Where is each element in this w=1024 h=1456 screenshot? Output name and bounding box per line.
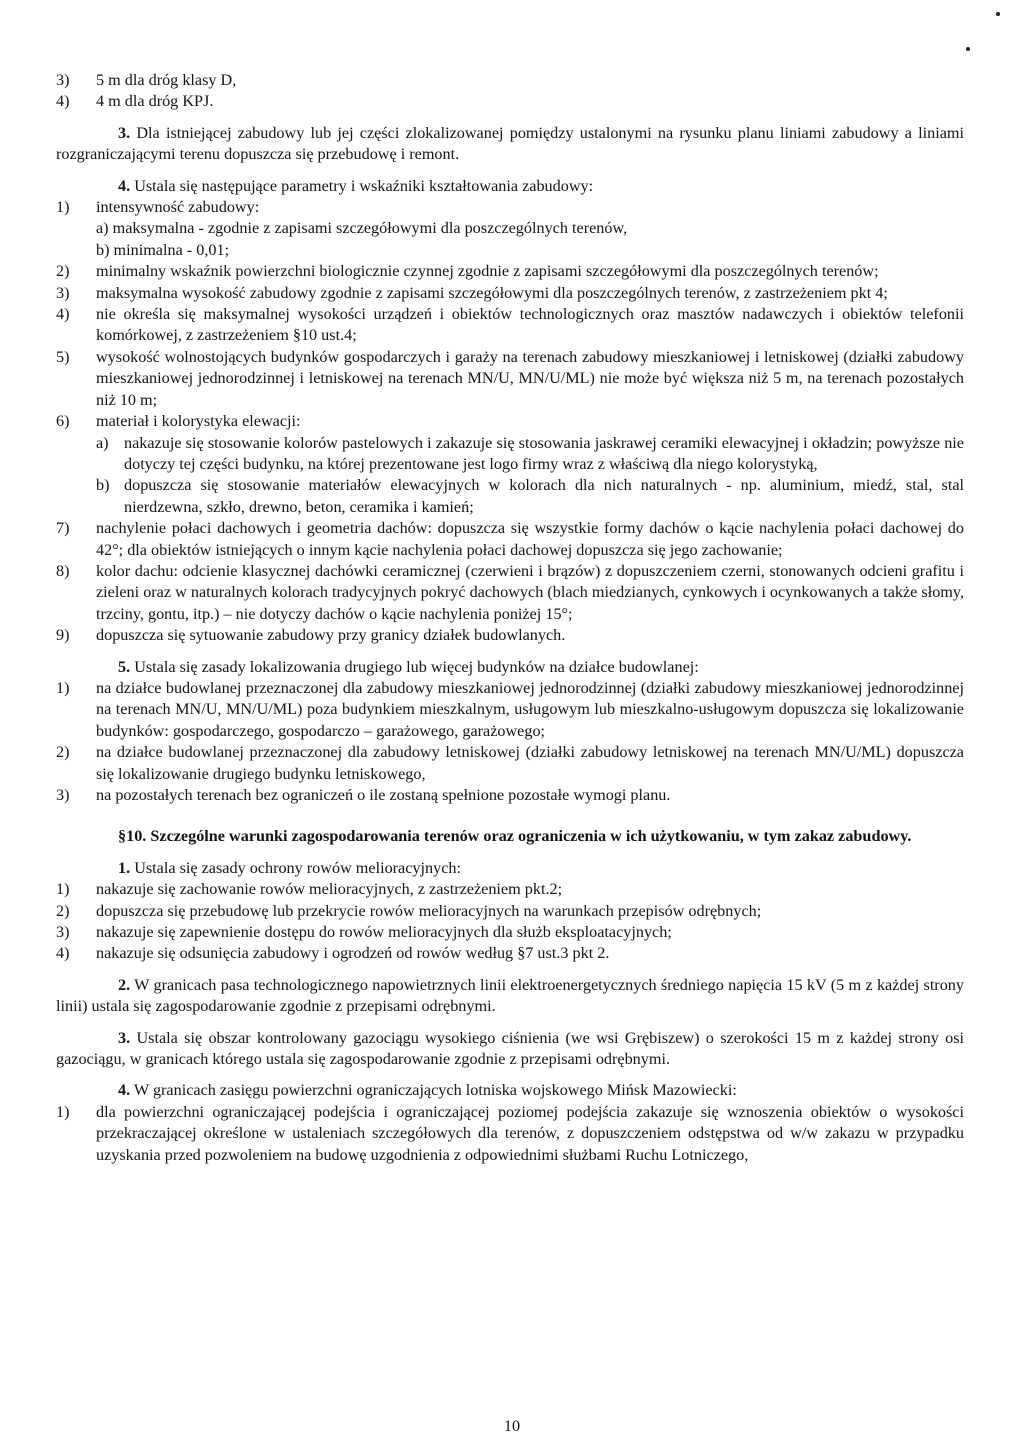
list-item: 1) intensywność zabudowy: [56, 198, 260, 217]
paragraph-5: 5. Ustala się zasady lokalizowania drugiego lub więcej budynków na działce budowlanej: [118, 657, 699, 676]
list-item: 7) nachylenie połaci dachowych i geometria dachów: dopuszcza się wszystkie formy dachów o kącie nachylenia połaci dachowej do 42°; dla obiektów istniejących o innym kącie nachylenia połaci dachowej dopuszcza się jego zachowanie; [56, 519, 964, 559]
sub-item: a) maksymalna - zgodnie z zapisami szczegółowymi dla poszczególnych terenów, [96, 219, 628, 238]
list-item: 4) nie określa się maksymalnej wysokości urządzeń i obiektów technologicznych oraz masztów nadawczych i obiektów telefonii komórkowej, z zastrzeżeniem §10 ust.4; [56, 305, 964, 345]
paragraph-10-1: 1. Ustala się zasady ochrony rowów melioracyjnych: [118, 858, 461, 877]
list-item: 9) dopuszcza się sytuowanie zabudowy przy granicy działek budowlanych. [56, 626, 566, 645]
paragraph-4: 4. Ustala się następujące parametry i wskaźniki kształtowania zabudowy: [118, 176, 594, 195]
sub-item: b) dopuszcza się stosowanie materiałów elewacyjnych w kolorach dla nich naturalnych - np. aluminium, miedź, stal, stal nierdzewna, szkło, drewno, beton, ceramika i kamień; [96, 476, 964, 516]
list-item: 2) dopuszcza się przebudowę lub przekrycie rowów melioracyjnych na warunkach przepisów odrębnych; [56, 901, 762, 920]
scan-speck [966, 47, 970, 51]
list-item: 4) nakazuje się odsunięcia zabudowy i ogrodzeń od rowów według §7 ust.3 pkt 2. [56, 944, 610, 963]
list-item: 3) maksymalna wysokość zabudowy zgodnie z zapisami szczegółowymi dla poszczególnych terenów, z zastrzeżeniem pkt 4; [56, 283, 888, 302]
list-item: 4) 4 m dla dróg KPJ. [56, 92, 214, 111]
list-item: 1) dla powierzchni ograniczającej podejścia i ograniczającej poziomej podejścia zakazuje się wznoszenia obiektów o wysokości przekraczającej określone w ustaleniach szczegółowych dla terenów, z dopuszczeniem odstępstwa od w/w zakazu w przypadku uzyskania przed pozwoleniem na budowę uzgodnienia z odpowiednimi służbami Ruchu Lotniczego, [56, 1102, 964, 1164]
list-item: 2) na działce budowlanej przeznaczonej dla zabudowy letniskowej (działki zabudowy letniskowej na terenach MN/U/ML) dopuszcza się lokalizowanie drugiego budynku letniskowego, [56, 743, 964, 783]
paragraph-10-2: 2. W granicach pasa technologicznego napowietrznych linii elektroenergetycznych średniego napięcia 15 kV (5 m z każdej strony linii) ustala się zagospodarowanie zgodnie z przepisami odrębnymi. [56, 975, 964, 1016]
list-item: 5) wysokość wolnostojących budynków gospodarczych i garaży na terenach zabudowy mieszkaniowej i letniskowej (działki zabudowy mieszkaniowej jednorodzinnej i letniskowej na terenach MN/U, MN/U/ML) nie może być większa niż 5 m, na terenach pozostałych niż 10 m; [56, 347, 964, 409]
list-item: 8) kolor dachu: odcienie klasycznej dachówki ceramicznej (czerwieni i brązów) z dopuszczeniem czerni, stonowanych odcieni grafitu i zieleni oraz w naturalnych kolorach tradycyjnych pokryć dachowych (blach miedzianych, cynkowych i ocynkowanych a także słomy, trzciny, gontu, itp.) – nie dotyczy dachów o kącie nachylenia poniżej 15°; [56, 561, 964, 623]
list-item: 2) minimalny wskaźnik powierzchni biologicznie czynnej zgodnie z zapisami szczegółowymi dla poszczególnych terenów; [56, 262, 879, 281]
paragraph-10-4: 4. W granicach zasięgu powierzchni ograniczających lotniska wojskowego Mińsk Mazowiecki: [118, 1081, 737, 1100]
section-heading: §10. Szczególne warunki zagospodarowania terenów oraz ograniczenia w ich użytkowaniu, w tym zakaz zabudowy. [118, 827, 912, 846]
paragraph-3: 3. Dla istniejącej zabudowy lub jej części zlokalizowanej pomiędzy ustalonymi na rysunku planu liniami zabudowy a liniami rozgraniczającymi terenu dopuszcza się przebudowę i remont. [56, 123, 965, 164]
list-item: 1) na działce budowlanej przeznaczonej dla zabudowy mieszkaniowej jednorodzinnej (działki zabudowy mieszkaniowej jednorodzinnej na terenach MN/U, MN/U/ML) poza budynkiem mieszkalnym, usługowym lub mieszkalno-usługowym dopuszcza się lokalizowanie budynków: gospodarczego, gospodarczo – garażowego, garażowego; [56, 678, 964, 740]
sub-item: b) minimalna - 0,01; [96, 240, 230, 259]
sub-item: a) nakazuje się stosowanie kolorów pastelowych i zakazuje się stosowania jaskrawej ceramiki elewacyjnej i okładzin; powyższe nie dotyczy tej części budynku, na której prezentowane jest logo firmy wraz z właściwą dla niego kolorystyką, [96, 433, 964, 473]
scan-speck [996, 12, 1000, 16]
page-number: 10 [503, 1417, 521, 1435]
list-item: 3) 5 m dla dróg klasy D, [56, 71, 237, 89]
paragraph-10-3: 3. Ustala się obszar kontrolowany gazociągu wysokiego ciśnienia (we wsi Grębiszew) o szerokości 15 m z każdej strony osi gazociągu, w granicach którego ustala się zagospodarowanie zgodnie z przepisami odrębnymi. [56, 1028, 965, 1069]
list-item: 3) nakazuje się zapewnienie dostępu do rowów melioracyjnych dla służb eksploatacyjnych; [56, 923, 672, 942]
list-item: 1) nakazuje się zachowanie rowów melioracyjnych, z zastrzeżeniem pkt.2; [56, 880, 563, 899]
list-item: 6) materiał i kolorystyka elewacji: [56, 412, 301, 431]
list-item: 3) na pozostałych terenach bez ograniczeń o ile zostaną spełnione pozostałe wymogi planu. [56, 786, 671, 804]
